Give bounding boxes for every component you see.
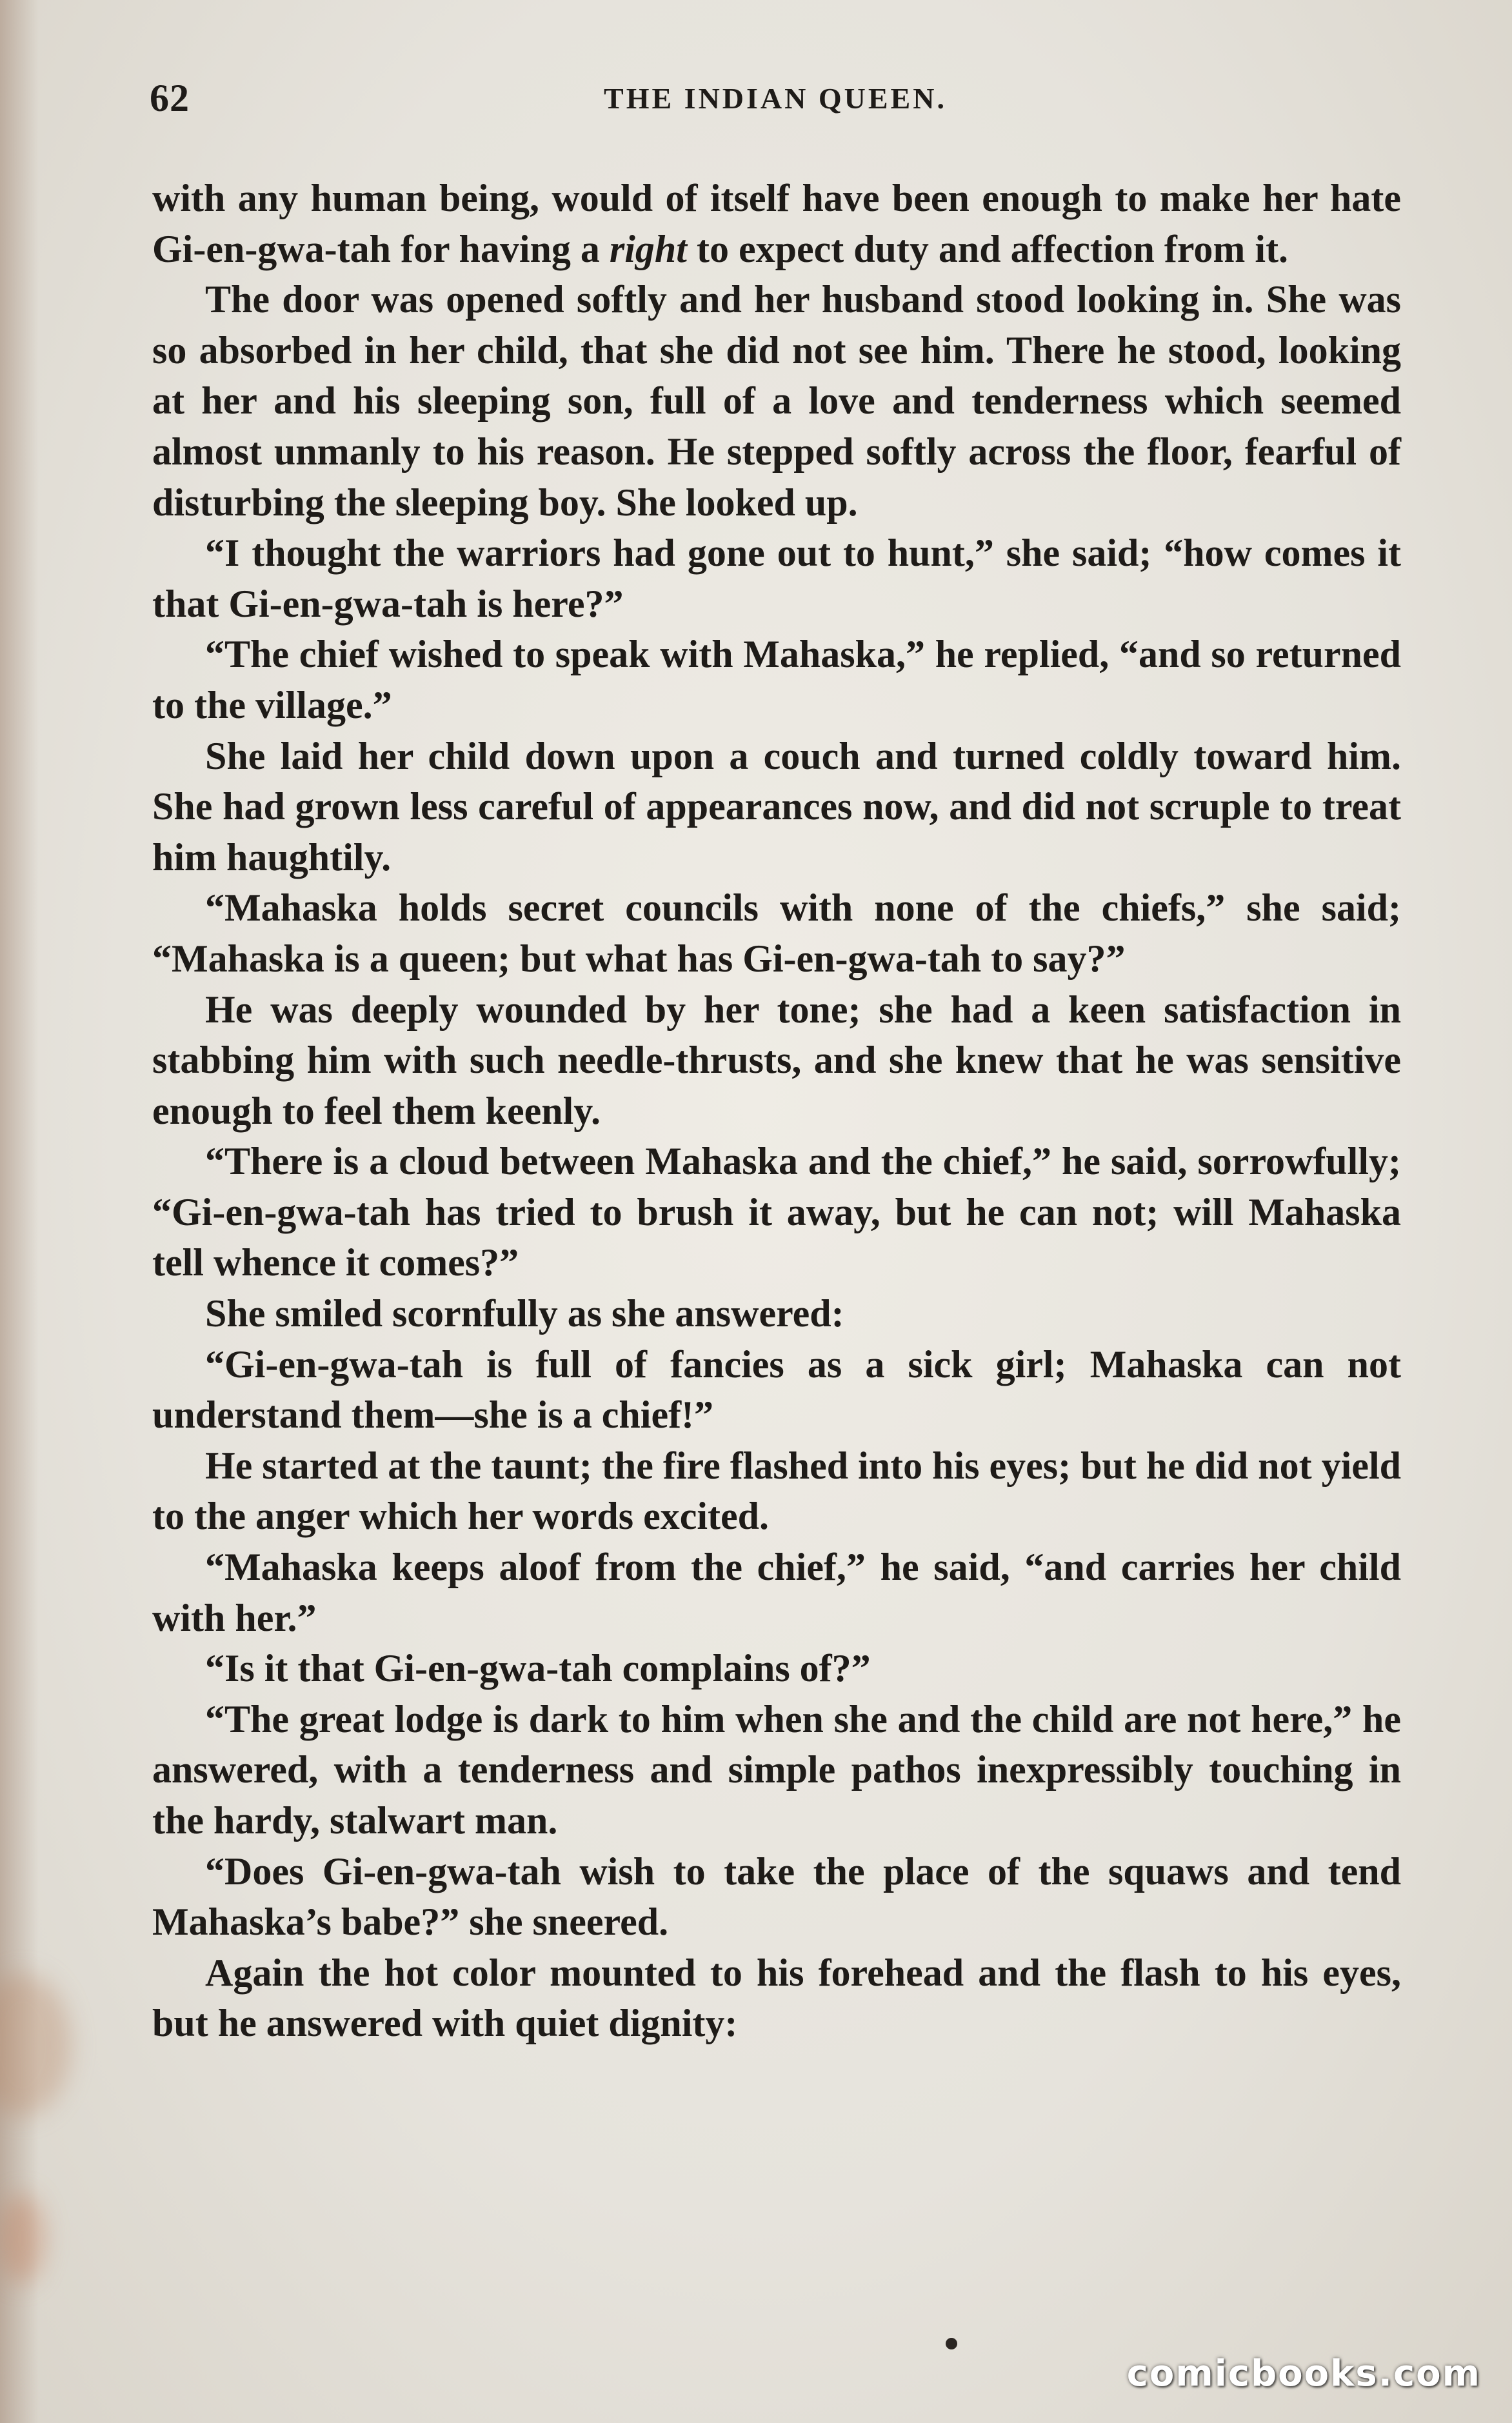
paper-stain <box>0 1974 71 2116</box>
paragraph: “I thought the warriors had gone out to hunt,” she said; “how comes it that Gi-en-gwa-tah is here?” <box>152 532 1401 625</box>
paragraph: She smiled scornfully as she answered: <box>205 1292 844 1335</box>
emphasis-text: right <box>609 227 687 270</box>
paragraph-text: to expect duty and affection from it. <box>686 227 1289 270</box>
paragraph: “Does Gi-en-gwa-tah wish to take the place of the squaws and tend Mahaska’s babe?” she sneered. <box>152 1850 1401 1944</box>
paragraph: “Mahaska holds secret councils with none of the chiefs,” she said; “Mahaska is a queen; but what has Gi-en-gwa-tah to say?” <box>152 886 1401 980</box>
running-title: THE INDIAN QUEEN. <box>604 82 947 115</box>
paragraph: He was deeply wounded by her tone; she had a keen satisfaction in stabbing him with such needle-thrusts, and she knew that he was sensitive enough to feel them keenly. <box>152 988 1401 1132</box>
paragraph: “Mahaska keeps aloof from the chief,” he said, “and carries her child with her.” <box>152 1546 1401 1639</box>
watermark: comicbooks.com <box>1126 2353 1481 2395</box>
paragraph: He started at the taunt; the fire flashed into his eyes; but he did not yield to the anger which her words excited. <box>152 1444 1401 1538</box>
paragraph: “Is it that Gi-en-gwa-tah complains of?” <box>205 1647 871 1690</box>
paragraph: The door was opened softly and her husband stood looking in. She was so absorbed in her child, that she did not see him. There he stood, looking at her and his sleeping son, full of a love and tenderness which seemed almost unmanly to his reason. He stepped softly across the floor, fearful of disturbing the sleeping boy. She looked up. <box>152 278 1401 524</box>
paragraph: She laid her child down upon a couch and turned coldly toward him. She had grown less careful of appearances now, and did not scruple to treat him haughtily. <box>152 734 1401 879</box>
paragraph: “Gi-en-gwa-tah is full of fancies as a sick girl; Mahaska can not understand them—she is a chief!” <box>152 1342 1401 1437</box>
paragraph: Again the hot color mounted to his forehead and the flash to his eyes, but he answered with quiet dignity: <box>152 1951 1401 2045</box>
paragraph-text: with any human being, would of itself have been enough to make her hate Gi-en-gwa-tah for having a <box>152 177 1401 270</box>
paper-stain <box>0 2193 45 2284</box>
paragraph: “There is a cloud between Mahaska and the chief,” he said, sorrowfully; “Gi-en-gwa-tah has tried to brush it away, but he can not; will Mahaska tell whence it comes?” <box>152 1140 1401 1284</box>
paragraph: “The chief wished to speak with Mahaska,” he replied, “and so returned to the village.” <box>152 633 1401 726</box>
paragraph <box>152 173 1401 274</box>
page-header <box>150 76 1401 128</box>
page-number: 62 <box>150 77 190 119</box>
paragraph: “The great lodge is dark to him when she and the child are not here,” he answered, with a tenderness and simple pathos inexpressibly touching in the hardy, stalwart man. <box>152 1697 1401 1842</box>
ink-dot <box>946 2338 957 2349</box>
body-text <box>152 173 1401 2049</box>
